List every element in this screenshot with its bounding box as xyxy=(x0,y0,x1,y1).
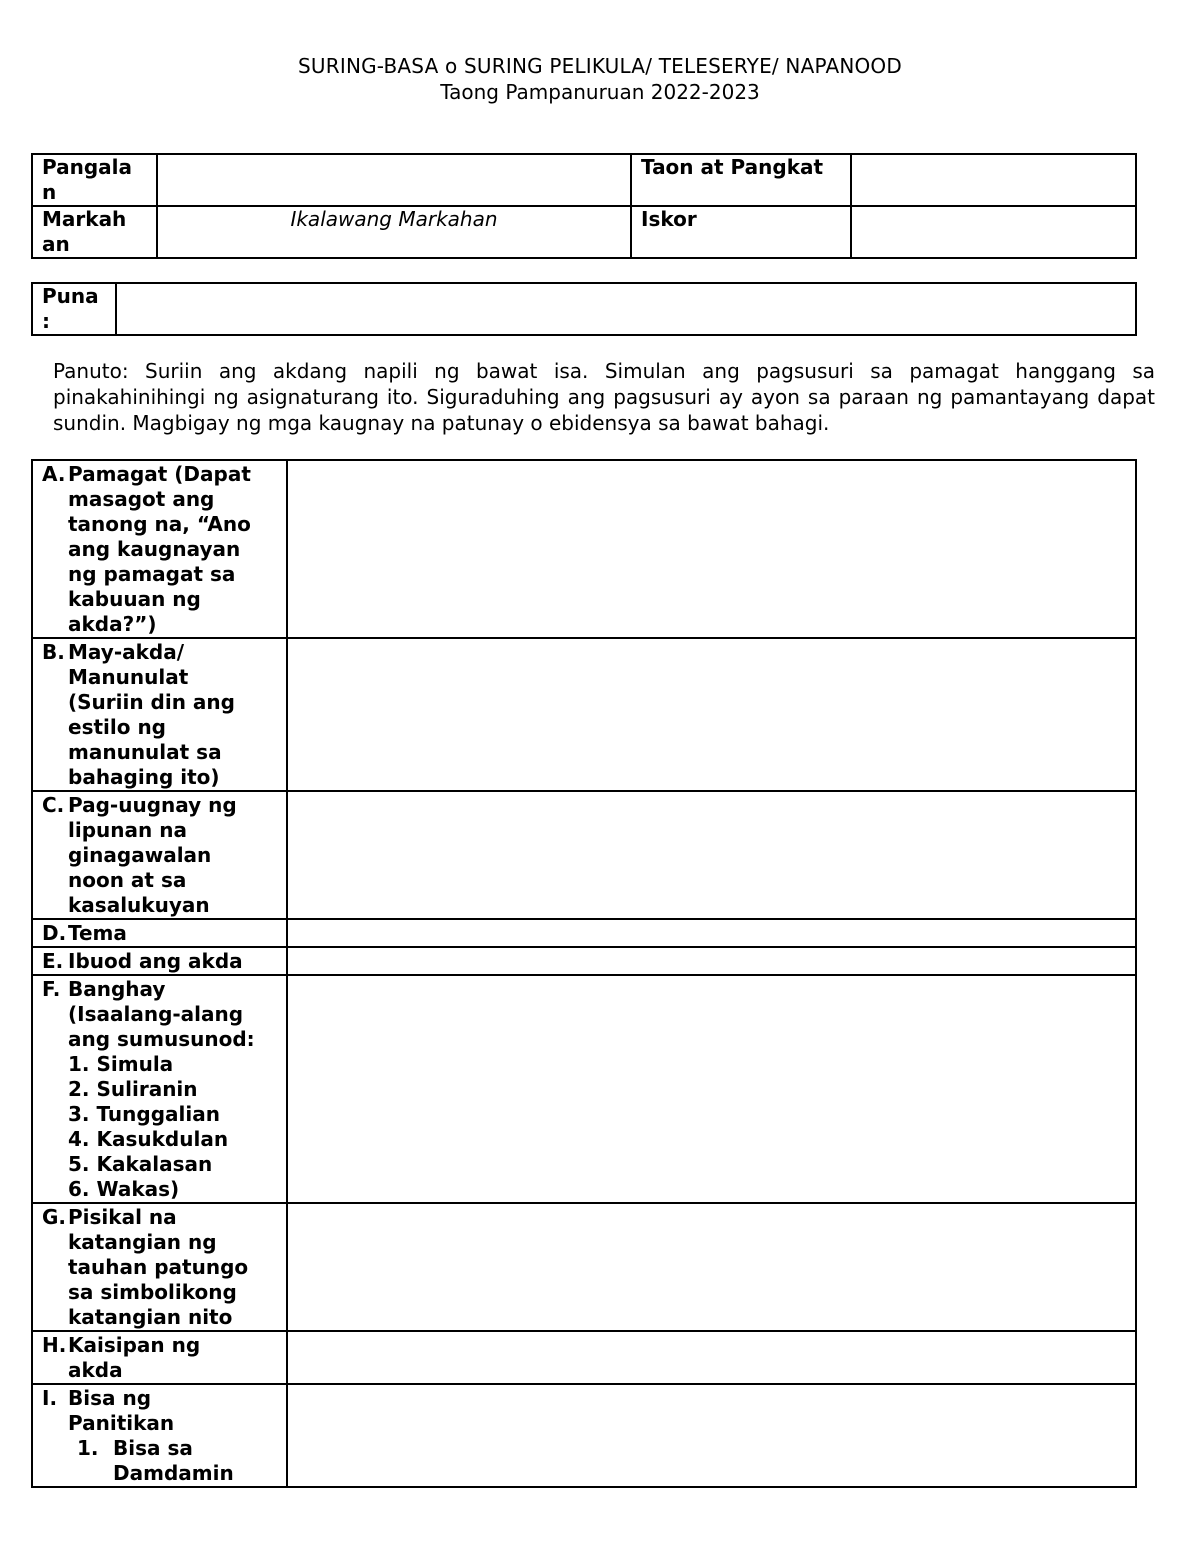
answer-field-h[interactable] xyxy=(287,1331,1136,1384)
quarter-label: Markah an xyxy=(32,206,157,258)
answer-field-a[interactable] xyxy=(287,460,1136,638)
answer-field-f[interactable] xyxy=(287,975,1136,1203)
score-label: Iskor xyxy=(631,206,851,258)
criterion-e xyxy=(32,947,287,975)
school-year: Taong Pampanuruan 2022-2023 xyxy=(440,80,760,104)
criterion-f xyxy=(32,975,287,1203)
criterion-letter: G. xyxy=(42,1205,67,1229)
year-section-field[interactable] xyxy=(851,154,1136,206)
criterion-i xyxy=(32,1384,287,1487)
remarks-field[interactable] xyxy=(116,283,1136,335)
criterion-subitem xyxy=(77,1436,280,1486)
quarter-value: Ikalawang Markahan xyxy=(157,206,631,258)
name-field[interactable] xyxy=(157,154,631,206)
criterion-b xyxy=(32,638,287,791)
criterion-text: Pamagat (Dapat masagot ang tanong na, “Ano ang kaugnayan ng pamagat sa kabuuan ng akda?”) xyxy=(68,462,251,636)
name-label: Pangala n xyxy=(32,154,157,206)
criterion-letter: F. xyxy=(42,977,61,1001)
answer-field-g[interactable] xyxy=(287,1203,1136,1331)
criterion-a xyxy=(32,460,287,638)
criterion-h xyxy=(32,1331,287,1384)
subitem-number: 1. xyxy=(77,1436,99,1460)
instructions: Panuto: Suriin ang akdang napili ng bawat isa. Simulan ang pagsusuri sa pamagat hanggang sa pinakahinihingi ng asignaturang ito. Siguraduhing ang pagsusuri ay ayon sa paraan ng pamantayang dapat sundin. Magbigay ng mga kaugnay na patunay o ebidensya sa bawat bahagi. xyxy=(53,359,1155,435)
answer-field-c[interactable] xyxy=(287,791,1136,919)
remarks-label: Puna : xyxy=(32,283,116,335)
criterion-text: Banghay (Isaalang-alang ang sumusunod: 1. Simula 2. Suliranin 3. Tunggalian 4. Kasukdulan 5. Kakalasan 6. Wakas) xyxy=(68,977,255,1201)
criterion-d xyxy=(32,919,287,947)
answer-field-d[interactable] xyxy=(287,919,1136,947)
criterion-text: Pisikal na katangian ng tauhan patungo sa simbolikong katangian nito xyxy=(68,1205,249,1329)
answer-field-i[interactable] xyxy=(287,1384,1136,1487)
criterion-text: Ibuod ang akda xyxy=(68,949,243,973)
score-field[interactable] xyxy=(851,206,1136,258)
criterion-letter: E. xyxy=(42,949,64,973)
student-info-table xyxy=(31,153,1137,259)
criterion-letter: I. xyxy=(42,1386,58,1410)
remarks-table xyxy=(31,282,1137,336)
answer-field-e[interactable] xyxy=(287,947,1136,975)
criterion-g xyxy=(32,1203,287,1331)
criterion-text: Pag-uugnay ng lipunan na ginagawalan noon at sa kasalukuyan xyxy=(68,793,237,917)
criterion-text: May-akda/ Manunulat (Suriin din ang estilo ng manunulat sa bahaging ito) xyxy=(68,640,235,789)
criterion-text: Kaisipan ng akda xyxy=(68,1333,201,1382)
subitem-text: Bisa sa Damdamin xyxy=(113,1436,234,1485)
document-title: SURING-BASA o SURING PELIKULA/ TELESERYE/ NAPANOOD xyxy=(298,54,902,78)
year-section-label: Taon at Pangkat xyxy=(631,154,851,206)
criterion-letter: D. xyxy=(42,921,67,945)
criterion-letter: H. xyxy=(42,1333,67,1357)
criterion-letter: C. xyxy=(42,793,65,817)
criterion-text: Tema xyxy=(68,921,127,945)
criterion-letter: A. xyxy=(42,462,66,486)
review-rubric-table xyxy=(31,459,1137,1488)
criterion-c xyxy=(32,791,287,919)
criterion-letter: B. xyxy=(42,640,65,664)
criterion-text: Bisa ng Panitikan xyxy=(68,1386,175,1435)
answer-field-b[interactable] xyxy=(287,638,1136,791)
